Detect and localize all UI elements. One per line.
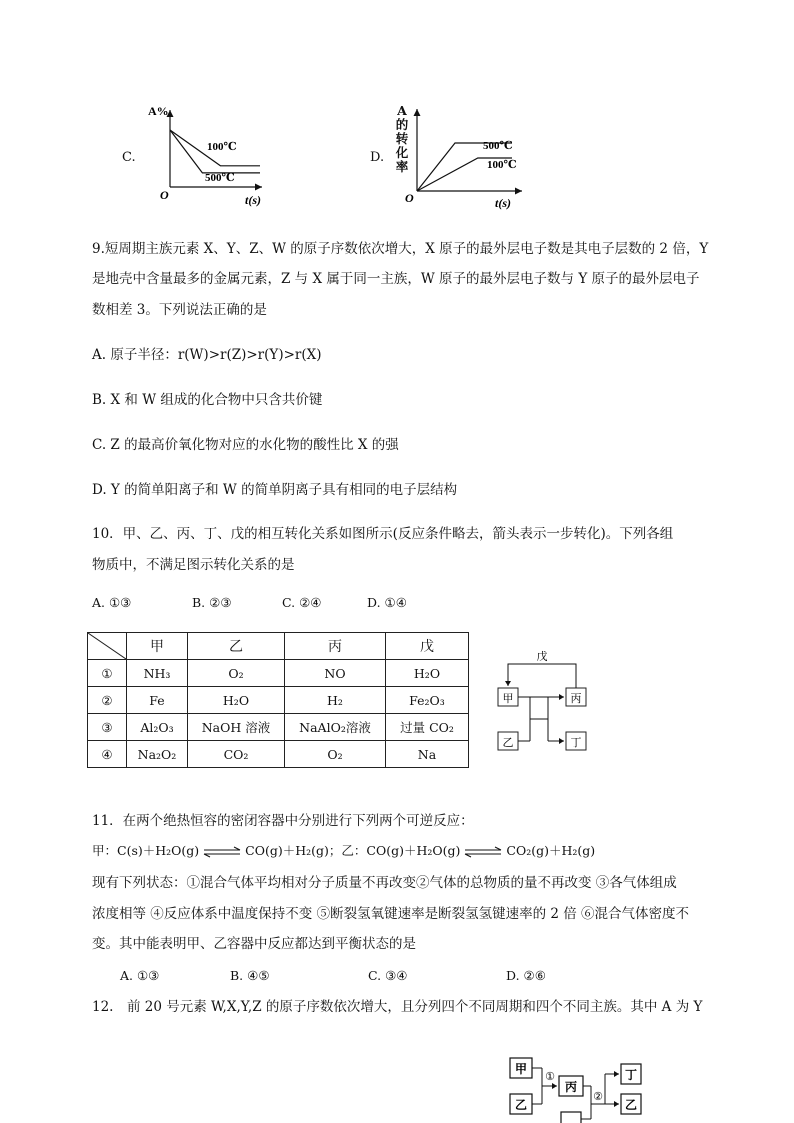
q11-line: 现有下列状态：①混合气体平均相对分子质量不再改变②气体的总物质的量不再改变 ③各气体组成 <box>92 875 677 891</box>
q12-step2: ② <box>593 1091 603 1103</box>
table-cell: 过量 CO₂ <box>386 714 469 741</box>
q12-step1: ① <box>545 1071 555 1083</box>
q12-yi2: 乙 <box>624 1098 638 1112</box>
equilibrium-arrow-icon <box>202 846 242 858</box>
q12-diagram <box>505 1052 665 1123</box>
q9-option-a: A. 原子半径：r(W)>r(Z)>r(Y)>r(X) <box>92 347 322 363</box>
q10-table <box>87 632 469 768</box>
table-row <box>88 660 469 687</box>
table-corner-cell <box>88 633 127 660</box>
q11-option-d: D. ②⑥ <box>506 968 546 983</box>
diagram-arrow-wu <box>508 664 576 688</box>
q9-line: 数相差 3。下列说法正确的是 <box>92 302 267 318</box>
chart-d-ylabel-char: 转 <box>395 131 409 146</box>
chart-c-ylabel: A% <box>148 104 169 118</box>
q9-line: 9.短周期主族元素 X、Y、Z、W 的原子序数依次增大，X 原子的最外层电子数是其电子层数的 2 倍，Y <box>92 241 709 257</box>
diagram-jia: 甲 <box>502 693 514 705</box>
table-header: 乙 <box>188 633 285 660</box>
table-row-index: ④ <box>88 741 127 768</box>
table-row-index: ① <box>88 660 127 687</box>
table-cell: Na₂O₂ <box>127 741 188 768</box>
chart-d-svg <box>395 95 535 213</box>
chart-d-ylabel-char: 的 <box>395 117 409 132</box>
q11-option-b: B. ④⑤ <box>230 968 270 983</box>
diagram-ding: 丁 <box>570 737 582 749</box>
table-row <box>88 714 469 741</box>
q11-reaction-jia-right: CO(g)＋H₂(g)； <box>245 843 342 858</box>
chart-d-legend-100: 100℃ <box>487 159 517 171</box>
chart-d-label: D. <box>370 150 385 165</box>
q12-jia: 甲 <box>514 1062 528 1076</box>
q10-option-c: C. ②④ <box>282 595 322 610</box>
table-row <box>88 741 469 768</box>
table-row-index: ③ <box>88 714 127 741</box>
q12-yi: 乙 <box>514 1098 528 1112</box>
table-cell: NH₃ <box>127 660 188 687</box>
table-cell: Na <box>386 741 469 768</box>
chart-d-ylabel-char: 化 <box>395 145 409 160</box>
chart-d-ylabel-char: 率 <box>395 159 409 174</box>
chart-d-xlabel: t(s) <box>495 196 511 210</box>
q11-option-a: A. ①③ <box>120 968 160 983</box>
q12-line: 12. 前 20 号元素 W,X,Y,Z 的原子序数依次增大，且分列四个不同周期和四个不同主族。其中 A 为 Y <box>92 999 703 1015</box>
table-cell: H₂ <box>285 687 386 714</box>
q11-line: 浓度相等 ④反应体系中温度保持不变 ⑤断裂氢氧键速率是断裂氢氢键速率的 2 倍 ⑥混合气体密度不 <box>92 906 690 922</box>
q10-line: 物质中，不满足图示转化关系的是 <box>92 557 295 573</box>
q11-reactions <box>92 842 595 860</box>
table-cell: NO <box>285 660 386 687</box>
q11-reaction-yi-right: CO₂(g)＋H₂(g) <box>506 843 596 858</box>
equilibrium-arrow-icon <box>463 846 503 858</box>
q12-box-partial <box>561 1112 581 1123</box>
q11-line: 11．在两个绝热恒容的密闭容器中分别进行下列两个可逆反应： <box>92 813 474 829</box>
table-cell: Fe₂O₃ <box>386 687 469 714</box>
table-header: 甲 <box>127 633 188 660</box>
diagram-bing: 丙 <box>570 693 582 705</box>
q11-reaction-yi-prefix: 乙： <box>341 843 367 858</box>
q10-option-b: B. ②③ <box>192 595 232 610</box>
q11-option-c: C. ③④ <box>368 968 408 983</box>
q11-line: 变。其中能表明甲、乙容器中反应都达到平衡状态的是 <box>92 936 416 952</box>
chart-c-legend-500: 500℃ <box>205 172 235 184</box>
table-header: 戊 <box>386 633 469 660</box>
chart-c-legend-100: 100℃ <box>207 141 237 153</box>
q12-bing: 丙 <box>564 1080 578 1094</box>
chart-c-label: C. <box>122 150 136 165</box>
q9-line: 是地壳中含量最多的金属元素，Z 与 X 属于同一主族，W 原子的最外层电子数与 Y 原子的最外层电子 <box>92 271 700 287</box>
q9-option-b: B. X 和 W 组成的化合物中只含共价键 <box>92 392 323 408</box>
q10-option-d: D. ①④ <box>367 595 407 610</box>
chart-d-legend-500: 500℃ <box>483 140 513 152</box>
q11-options <box>120 967 546 985</box>
table-cell: Fe <box>127 687 188 714</box>
q12-ding: 丁 <box>624 1068 638 1082</box>
table-header-row <box>88 633 469 660</box>
q9-option-c: C. Z 的最高价氧化物对应的水化物的酸性比 X 的强 <box>92 437 399 453</box>
table-row-index: ② <box>88 687 127 714</box>
table-cell: H₂O <box>188 687 285 714</box>
table-cell: NaAlO₂溶液 <box>285 714 386 741</box>
table-cell: O₂ <box>188 660 285 687</box>
chart-c-xlabel: t(s) <box>245 193 261 207</box>
q10-line: 10．甲、乙、丙、丁、戊的相互转化关系如图所示(反应条件略去，箭头表示一步转化)。下列各组 <box>92 526 674 542</box>
q10-diagram <box>490 648 620 758</box>
diagram-wu: 戊 <box>536 651 548 663</box>
chart-d-origin: O <box>405 191 414 205</box>
q11-reaction-jia-prefix: 甲： <box>92 843 118 858</box>
table-cell: NaOH 溶液 <box>188 714 285 741</box>
table-cell: CO₂ <box>188 741 285 768</box>
q10-options <box>92 594 407 612</box>
q10-option-a: A. ①③ <box>92 595 132 610</box>
diagram-yi: 乙 <box>502 737 514 749</box>
chart-d-ylabel-char: A <box>397 103 407 118</box>
q11-reaction-jia-left: C(s)＋H₂O(g) <box>117 843 200 858</box>
table-cell: Al₂O₃ <box>127 714 188 741</box>
table-cell: O₂ <box>285 741 386 768</box>
q9-option-d: D. Y 的简单阳离子和 W 的简单阴离子具有相同的电子层结构 <box>92 482 458 498</box>
q11-reaction-yi-left: CO(g)＋H₂O(g) <box>366 843 461 858</box>
table-row <box>88 687 469 714</box>
chart-c-origin: O <box>160 188 169 202</box>
table-cell: H₂O <box>386 660 469 687</box>
chart-c-svg <box>140 95 280 210</box>
table-header: 丙 <box>285 633 386 660</box>
